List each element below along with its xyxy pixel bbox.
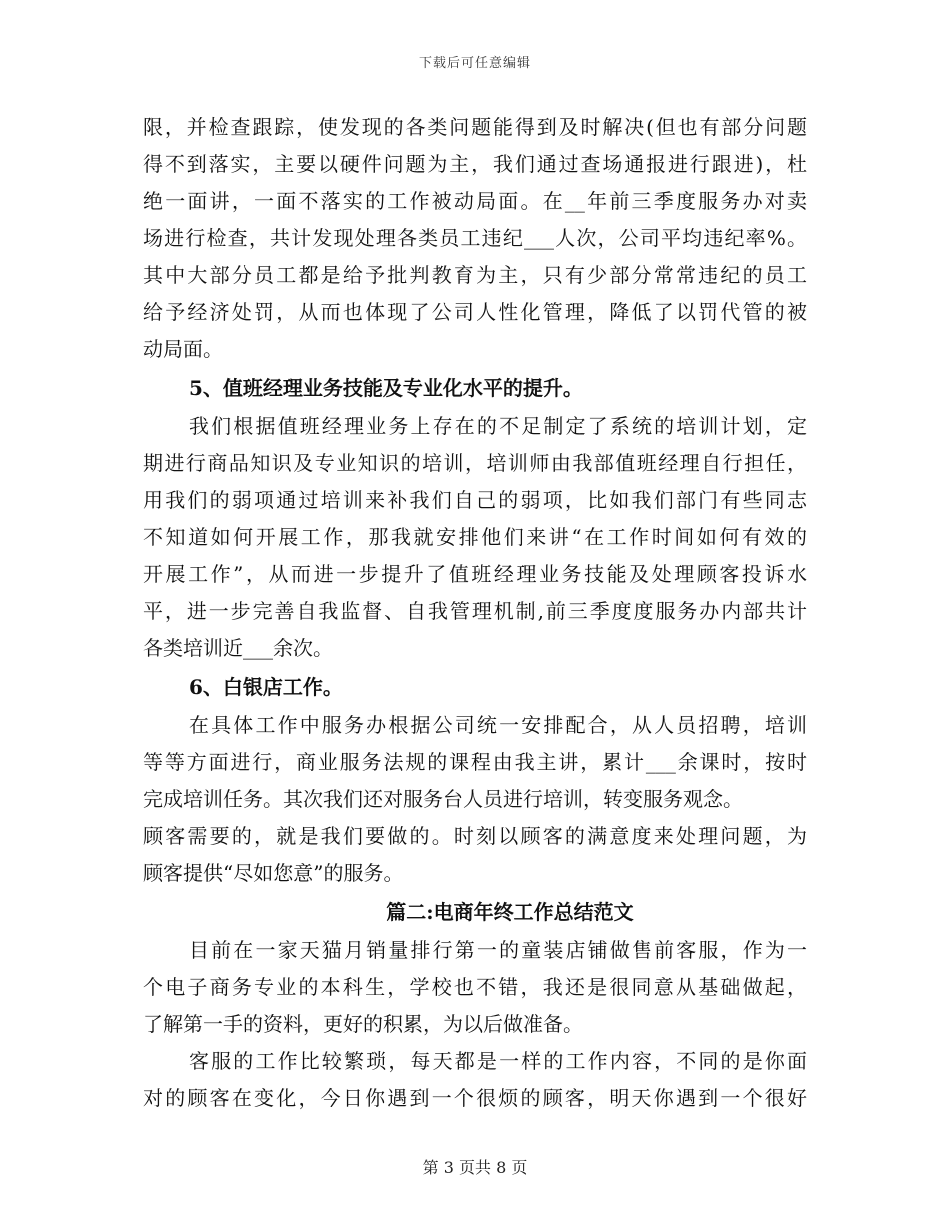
paragraph-last-line: 完成培训任务。其次我们还对服务台人员进行培训，转变服务观念。 xyxy=(143,787,743,811)
paragraph-line: 顾客需要的，就是我们要做的。时刻以顾客的满意度来处理问题，为 xyxy=(143,824,807,848)
paragraph-line: 个电子商务专业的本科生，学校也不错，我还是很同意从基础做起， xyxy=(143,975,807,999)
paragraph-first-line: 目前在一家天猫月销量排行第一的童装店铺做售前客服，作为一 xyxy=(189,938,807,962)
paragraph-last-line: 各类培训近___余次。 xyxy=(143,636,333,660)
paragraph-last-line: 动局面。 xyxy=(143,337,223,361)
paragraph-line: 期进行商品知识及专业知识的培训，培训师由我部值班经理自行担任， xyxy=(143,451,807,475)
header-note: 下载后可任意编辑 xyxy=(418,56,531,71)
paragraph-line: 场进行检查，共计发现处理各类员工违纪___人次，公司平均违纪率%。 xyxy=(143,226,807,250)
paragraph-line: 得不到落实，主要以硬件问题为主，我们通过查场通报进行跟进)，杜 xyxy=(143,152,807,176)
paragraph-line: 不知道如何开展工作，那我就安排他们来讲“在工作时间如何有效的 xyxy=(143,525,807,549)
paragraph-last-line: 了解第一手的资料，更好的积累，为以后做准备。 xyxy=(143,1012,583,1036)
section-heading: 6、白银店工作。 xyxy=(189,675,343,699)
document-body xyxy=(143,109,807,1117)
paragraph-line: 其中大部分员工都是给予批判教育为主，只有少部分常常违纪的员工 xyxy=(143,263,807,287)
paragraph-line: 等等方面进行，商业服务法规的课程由我主讲，累计___余课时，按时 xyxy=(143,750,807,774)
paragraph-line: 平，进一步完善自我监督、自我管理机制,前三季度度服务办内部共计 xyxy=(143,599,807,623)
page-number: 第 3 页共 8 页 xyxy=(422,1158,528,1177)
paragraph-line: 限，并检查跟踪，使发现的各类问题能得到及时解决(但也有部分问题 xyxy=(143,115,807,139)
paragraph-first-line: 在具体工作中服务办根据公司统一安排配合，从人员招聘，培训 xyxy=(189,713,807,737)
paragraph-line: 用我们的弱项通过培训来补我们自己的弱项，比如我们部门有些同志 xyxy=(143,488,807,512)
paragraph-line: 对的顾客在变化，今日你遇到一个很烦的顾客，明天你遇到一个很好 xyxy=(143,1086,807,1110)
paragraph-first-line: 客服的工作比较繁琐，每天都是一样的工作内容，不同的是你面 xyxy=(189,1049,807,1073)
paragraph-line: 绝一面讲，一面不落实的工作被动局面。在__年前三季度服务办对卖 xyxy=(143,189,807,213)
section-heading: 5、值班经理业务技能及专业化水平的提升。 xyxy=(189,376,583,400)
paragraph-first-line: 我们根据值班经理业务上存在的不足制定了系统的培训计划，定 xyxy=(189,414,807,438)
paragraph-last-line: 顾客提供“尽如您意”的服务。 xyxy=(143,861,404,885)
paragraph-line: 开展工作”，从而进一步提升了值班经理业务技能及处理顾客投诉水 xyxy=(143,562,807,586)
article-title: 篇二:电商年终工作总结范文 xyxy=(386,900,634,924)
paragraph-line: 给予经济处罚，从而也体现了公司人性化管理，降低了以罚代管的被 xyxy=(143,300,807,324)
